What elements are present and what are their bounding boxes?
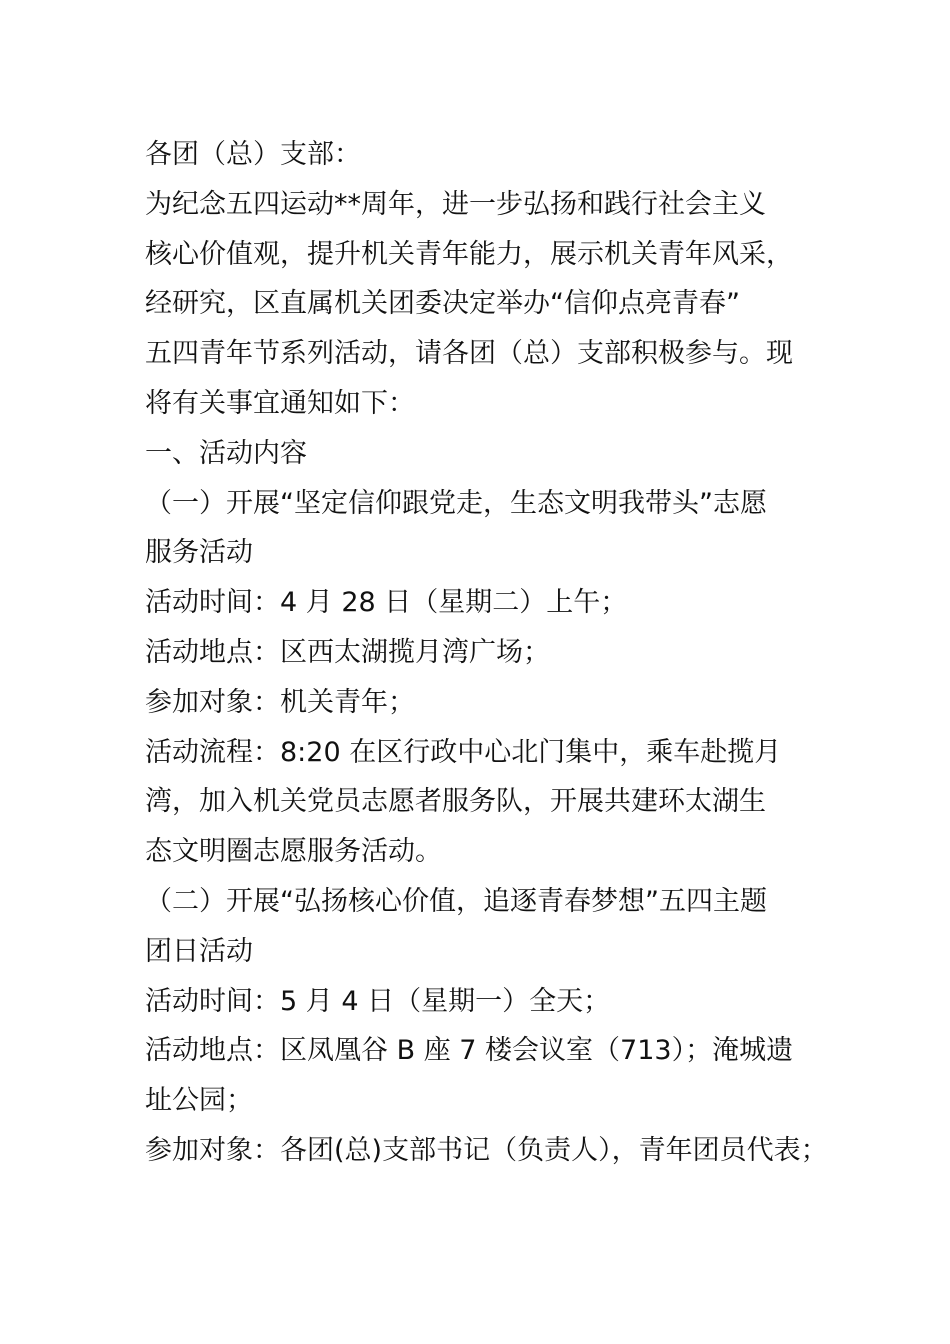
intro-line-3: 经研究，区直属机关团委决定举办“信仰点亮青春”: [145, 288, 740, 320]
activity-2-participants: 参加对象：各团(总)支部书记（负责人），青年团员代表；: [145, 1134, 828, 1166]
activity-1-process-line-2: 湾，加入机关党员志愿者服务队，开展共建环太湖生: [145, 786, 766, 818]
activity-2-title-line-2: 团日活动: [145, 935, 253, 967]
activity-1-process-line-3: 态文明圈志愿服务活动。: [145, 836, 442, 868]
activity-1-participants: 参加对象：机关青年；: [145, 686, 415, 718]
salutation: 各团（总）支部：: [145, 139, 361, 170]
section-heading: 一、活动内容: [145, 437, 307, 469]
activity-1-title-line-2: 服务活动: [145, 537, 253, 569]
intro-line-5: 将有关事宜通知如下：: [145, 387, 415, 419]
activity-1-title-line-1: （一）开展“坚定信仰跟党走，生态文明我带头”志愿: [145, 487, 767, 519]
intro-line-4: 五四青年节系列活动，请各团（总）支部积极参与。现: [145, 338, 793, 370]
activity-1-location: 活动地点：区西太湖揽月湾广场；: [145, 636, 550, 668]
intro-line-1: 为纪念五四运动**周年，进一步弘扬和践行社会主义: [145, 188, 766, 220]
document-body: [145, 130, 828, 1176]
activity-2-location-line-2: 址公园；: [145, 1085, 253, 1117]
activity-1-process-line-1: 活动流程：8:20 在区行政中心北门集中，乘车赴揽月: [145, 736, 782, 768]
intro-line-2: 核心价值观，提升机关青年能力，展示机关青年风采，: [145, 238, 793, 270]
activity-2-location-line-1: 活动地点：区凤凰谷 B 座 7 楼会议室（713）；淹城遗: [145, 1035, 794, 1067]
activity-2-title-line-1: （二）开展“弘扬核心价值，追逐青春梦想”五四主题: [145, 885, 767, 917]
activity-1-time: 活动时间：4 月 28 日（星期二）上午；: [145, 587, 628, 619]
activity-2-time: 活动时间：5 月 4 日（星期一）全天；: [145, 985, 611, 1017]
